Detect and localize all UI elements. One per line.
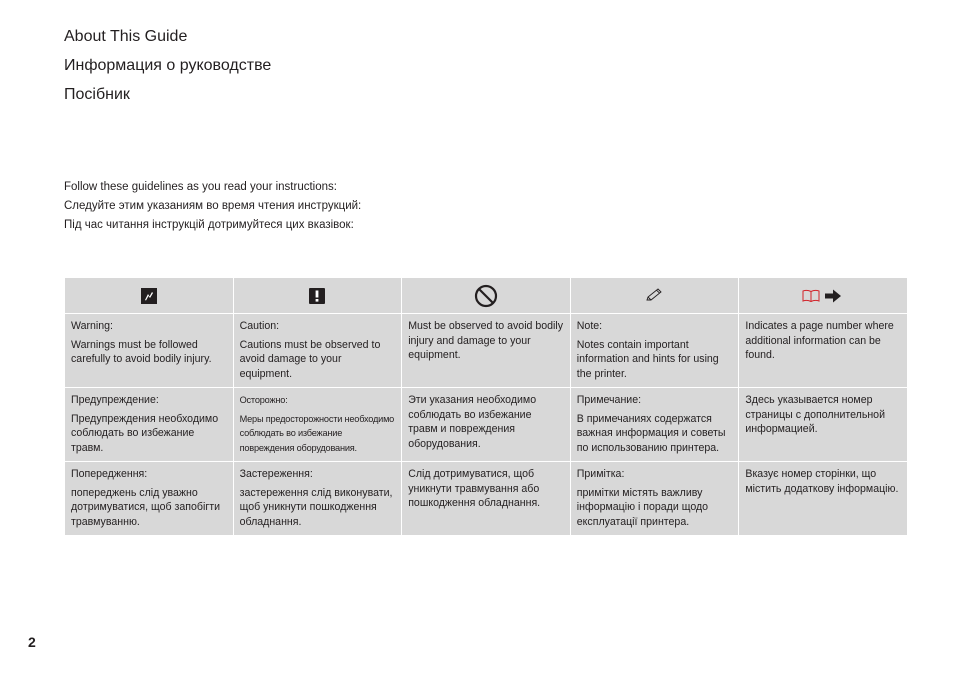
cell-reference <box>739 462 908 536</box>
cell-note <box>570 388 739 462</box>
icon-cell-note <box>570 278 739 314</box>
note-text: примітки містять важливу інформацію і поради щодо експлуатації принтера. <box>576 486 709 528</box>
cell-reference <box>739 314 908 388</box>
warning-text: попереджень слід уважно дотримуватися, щоб запобігти травмуванню. <box>71 486 220 528</box>
table-row-ukrainian <box>65 462 908 536</box>
warning-label: Предупреждение: <box>71 394 159 406</box>
cell-warning <box>65 388 234 462</box>
note-text: Notes contain important information and hints for using the printer. <box>576 338 719 380</box>
note-text: В примечаниях содержатся важная информация и советы по использованию принтера. <box>576 412 726 454</box>
reference-text: Вказує номер сторінки, що містить додаткову інформацію. <box>745 468 899 495</box>
prohibited-text: Must be observed to avoid bodily injury and damage to your equipment. <box>408 320 564 361</box>
caution-label: Осторожно: <box>239 395 288 405</box>
warning-label: Попередження: <box>71 468 148 480</box>
cell-caution <box>233 388 402 462</box>
cell-caution <box>233 462 402 536</box>
icon-cell-warning <box>65 278 234 314</box>
icon-row <box>65 278 908 314</box>
icon-cell-reference <box>739 278 908 314</box>
cell-prohibited <box>402 462 571 536</box>
intro-russian: Следуйте этим указаниям во время чтения инструкций: <box>64 200 362 212</box>
title-english: About This Guide <box>64 28 188 45</box>
warning-text: Warnings must be followed carefully to avoid bodily injury. <box>71 338 212 365</box>
icon-cell-prohibited <box>402 278 571 314</box>
icon-cell-caution <box>233 278 402 314</box>
caution-text: Cautions must be observed to avoid damage to your equipment. <box>239 338 381 380</box>
note-label: Note: <box>576 320 603 332</box>
cell-note <box>570 314 739 388</box>
intro-english: Follow these guidelines as you read your instructions: <box>64 181 337 193</box>
intro-text <box>64 178 361 235</box>
note-pencil-icon <box>646 288 664 302</box>
cell-prohibited <box>402 314 571 388</box>
cell-prohibited <box>402 388 571 462</box>
page-reference-icon <box>802 288 844 304</box>
reference-text: Здесь указывается номер страницы с дополнительной информацией. <box>745 394 885 435</box>
cell-warning <box>65 462 234 536</box>
note-label: Примечание: <box>576 394 642 406</box>
cell-caution <box>233 314 402 388</box>
note-label: Примітка: <box>576 468 625 480</box>
table-row-english <box>65 314 908 388</box>
title-russian: Информация о руководстве <box>64 57 272 74</box>
cell-note <box>570 462 739 536</box>
caution-text: Меры предосторожности необходимо соблюдать во избежание повреждения оборудования. <box>239 413 395 453</box>
page-titles <box>64 22 271 109</box>
warning-label: Warning: <box>71 320 113 332</box>
page-number: 2 <box>28 634 36 650</box>
prohibited-text: Эти указания необходимо соблюдать во избежание травм и повреждения оборудования. <box>408 394 537 450</box>
table-row-russian <box>65 388 908 462</box>
caution-label: Caution: <box>239 320 280 332</box>
warning-icon <box>141 288 157 304</box>
reference-text: Indicates a page number where additional information can be found. <box>745 320 894 361</box>
symbols-table <box>64 277 908 536</box>
cell-warning <box>65 314 234 388</box>
title-ukrainian: Посібник <box>64 86 130 103</box>
caution-icon <box>309 288 325 304</box>
caution-text: застереження слід виконувати, щоб уникнути пошкодження обладнання. <box>239 486 393 528</box>
cell-reference <box>739 388 908 462</box>
prohibited-text: Слід дотримуватися, щоб уникнути травмування або пошкодження обладнання. <box>408 468 541 509</box>
intro-ukrainian: Під час читання інструкцій дотримуйтеся цих вказівок: <box>64 219 354 231</box>
caution-label: Застереження: <box>239 468 313 480</box>
warning-text: Предупреждения необходимо соблюдать во избежание травм. <box>71 412 219 454</box>
prohibited-icon <box>474 284 498 308</box>
